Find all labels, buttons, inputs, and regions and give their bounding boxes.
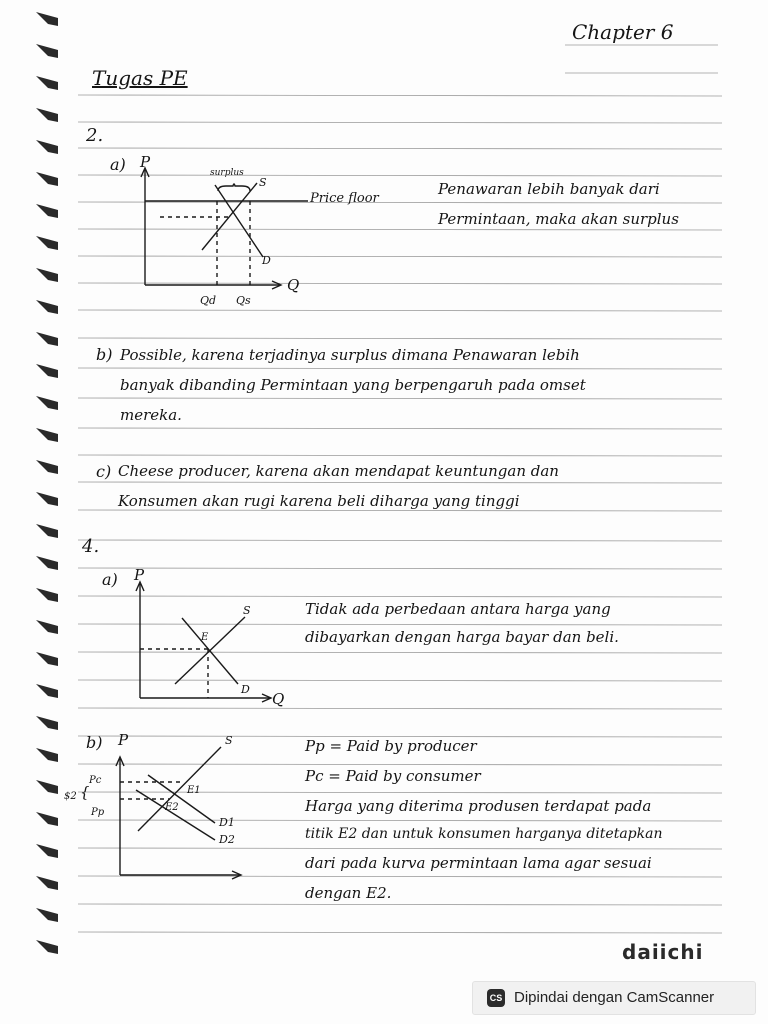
q2a-surplus-label: surplus [210,168,244,178]
ruled-line [78,455,722,456]
q4-number: 4. [82,536,100,557]
q4a-text-line: Tidak ada perbedaan antara harga yang [305,600,611,618]
ruled-line [78,122,722,123]
spiral-hole [36,908,58,922]
notebook-brand-logo: daiichi [622,940,704,964]
q2a-text-line: Penawaran lebih banyak dari [438,180,660,198]
spiral-hole [36,492,58,506]
q4b-pp-label: Pp [91,807,105,818]
q4a-demand-label: D [241,683,250,696]
spiral-hole [36,716,58,730]
q2c-text-line: Konsumen akan rugi karena beli diharga yang tinggi [118,492,520,510]
q4b-e2-label: E2 [165,802,179,813]
spiral-hole [36,172,58,186]
q2b-text-line: Possible, karena terjadinya surplus dimana Penawaran lebih [120,346,580,364]
q4a-supply-label: S [243,604,251,617]
q4b-pc-label: Pc [89,775,102,786]
ruled-line [78,540,722,541]
q4b-text-line: titik E2 dan untuk konsumen harganya ditetapkan [305,826,663,842]
spiral-hole [36,556,58,570]
page-title: Tugas PE [92,66,188,90]
q4a-text-line: dibayarkan dengan harga bayar dan beli. [305,628,619,646]
q4b-tax-label: $2 [64,791,77,802]
q4b-text-line: Pp = Paid by producer [305,737,477,755]
q4a-demand-curve [182,618,238,684]
q2c-text-line: Cheese producer, karena akan mendapat keuntungan dan [118,462,559,480]
spiral-hole [36,364,58,378]
camscanner-logo-icon: CS [487,989,505,1007]
q4b-d1-label: D1 [219,816,235,829]
q2b-text-line: mereka. [120,406,182,424]
camscanner-footer [472,981,756,1015]
spiral-hole [36,44,58,58]
q2c-label: c) [96,462,112,481]
q4b-d2-label: D2 [219,833,235,846]
spiral-hole [36,844,58,858]
q2a-supply-label: S [259,176,267,189]
q2a-text-line: Permintaan, maka akan surplus [438,210,679,228]
q4a-p-axis-label: P [134,566,145,584]
camscanner-text: Dipindai dengan CamScanner [514,989,715,1006]
spiral-hole [36,12,58,26]
q4b-demand-curve-d1 [148,775,215,823]
ruled-line [78,368,722,369]
q2a-surplus-bracket [218,184,250,191]
chapter-label: Chapter 6 [572,20,674,44]
ruled-line [78,932,722,933]
q2a-qd-label: Qd [200,294,217,307]
spiral-hole [36,108,58,122]
spiral-hole [36,524,58,538]
spiral-hole [36,940,58,954]
q4b-e1-label: E1 [187,785,201,796]
spiral-hole [36,460,58,474]
spiral-hole [36,332,58,346]
spiral-hole [36,684,58,698]
q2-number: 2. [86,125,104,146]
q4b-p-axis-label: P [118,731,129,749]
ruled-line [78,568,722,569]
ruled-line [78,482,722,483]
q4b-tax-brace: { [80,783,90,801]
q2a-demand-curve [215,185,263,257]
spiral-hole [36,780,58,794]
spiral-hole [36,748,58,762]
q2a-p-axis-label: P [140,153,151,171]
ruled-line [78,148,722,149]
q2a-demand-label: D [262,254,271,267]
spiral-hole [36,876,58,890]
ruled-line [78,904,722,905]
spiral-hole [36,140,58,154]
spiral-hole [36,588,58,602]
q4a-q-axis-label: Q [272,690,285,708]
ruled-line [78,398,722,399]
q2b-label: b) [96,345,113,364]
q4b-text-line: dengan E2. [305,884,392,902]
spiral-hole [36,236,58,250]
q4a-equilibrium-label: E [201,632,209,643]
q4b-tax-graph [108,735,258,885]
q4b-label: b) [86,733,103,752]
spiral-hole [36,620,58,634]
ruled-line [78,428,722,429]
q2a-qs-label: Qs [236,294,251,307]
q4b-supply-label: S [225,734,233,747]
spiral-hole [36,204,58,218]
spiral-hole [36,812,58,826]
ruled-line [78,338,722,339]
spiral-hole [36,300,58,314]
q4b-text-line: Harga yang diterima produsen terdapat pada [305,797,652,815]
ruled-line [78,95,722,96]
q4b-text-line: dari pada kurva permintaan lama agar sesuai [305,854,652,872]
spiral-hole [36,652,58,666]
ruled-line [78,310,722,311]
spiral-hole [36,396,58,410]
spiral-hole [36,428,58,442]
q4a-label: a) [102,570,118,589]
q2a-price-floor-label: Price floor [310,191,379,206]
spiral-hole [36,268,58,282]
q2a-label: a) [110,155,126,174]
ruled-line [78,708,722,709]
q2a-q-axis-label: Q [287,276,300,294]
spiral-hole [36,76,58,90]
q4b-text-line: Pc = Paid by consumer [305,767,481,785]
ruled-line [78,510,722,511]
q2b-text-line: banyak dibanding Permintaan yang berpengaruh pada omset [120,376,586,394]
